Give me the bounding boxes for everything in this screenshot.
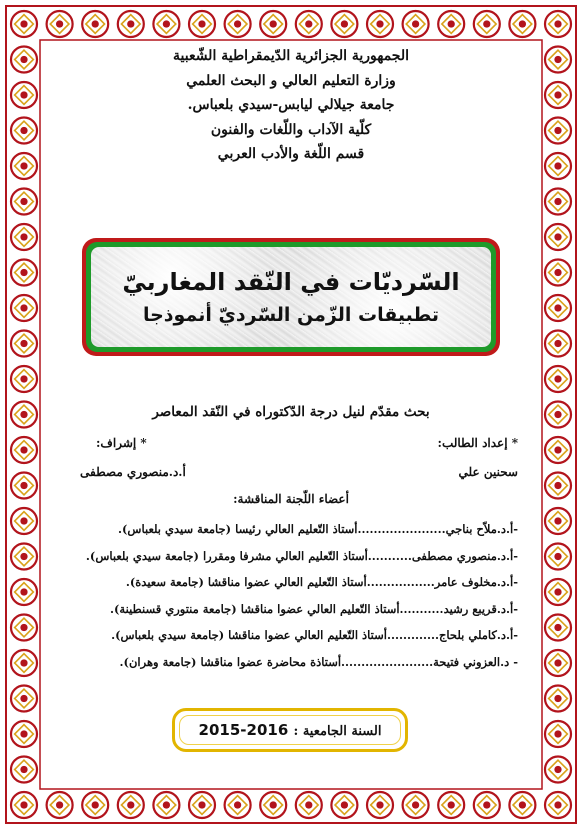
- page-content: [60, 0, 522, 829]
- roles-row: [60, 436, 522, 450]
- border-ornament: [545, 189, 571, 215]
- border-ornament: [11, 757, 37, 783]
- student-name: سحنين علي: [458, 465, 518, 479]
- header-department: قسم اللّغة والأدب العربي: [217, 146, 365, 162]
- border-ornament: [11, 473, 37, 499]
- border-ornament: [545, 366, 571, 392]
- title-box-inner: [91, 247, 491, 347]
- border-ornament: [11, 721, 37, 747]
- institution-header: [60, 44, 522, 167]
- border-ornament: [545, 650, 571, 676]
- border-ornament: [545, 82, 571, 108]
- header-republic: الجمهورية الجزائرية الدّيمقراطية الشّعبية: [172, 48, 409, 64]
- border-ornament: [545, 757, 571, 783]
- border-ornament: [11, 508, 37, 534]
- committee-member: - د.العزوني فتيحة.......................أستاذة محاضرة عضوا مناقشا (جامعة وهران).: [119, 654, 518, 669]
- border-ornament: [545, 11, 571, 37]
- border-ornament: [11, 437, 37, 463]
- border-ornament: [545, 792, 571, 818]
- border-ornament: [11, 295, 37, 321]
- border-ornament: [11, 224, 37, 250]
- title-box: [82, 238, 500, 356]
- border-ornament: [11, 686, 37, 712]
- border-ornament: [11, 331, 37, 357]
- border-ornament: [545, 579, 571, 605]
- border-ornament: [11, 792, 37, 818]
- names-row: [60, 465, 522, 479]
- border-ornament: [11, 189, 37, 215]
- border-ornament: [545, 118, 571, 144]
- header-faculty: كلّية الآداب واللّغات والفنون: [210, 121, 372, 138]
- border-ornament: [11, 118, 37, 144]
- border-ornament: [11, 153, 37, 179]
- committee-member: -أ.د.منصوري مصطفى...........أستاذ التّعليم العالي مشرفا ومقررا (جامعة سيدي بلعباس).: [85, 548, 518, 563]
- committee-member: -أ.د.قريبع رشيد...........أستاذ التّعليم العالي عضوا مناقشا (جامعة منتوري قسنطينة).: [109, 601, 518, 616]
- border-ornament: [545, 473, 571, 499]
- border-ornament: [545, 615, 571, 641]
- academic-year-box: [172, 708, 408, 752]
- border-ornament: [545, 295, 571, 321]
- border-ornament: [545, 402, 571, 428]
- title-box-green-frame: [86, 242, 496, 352]
- committee-list: [60, 516, 518, 675]
- supervisor-label: * إشراف:: [96, 436, 147, 450]
- academic-year-label: السنة الجامعية :: [293, 724, 382, 739]
- border-ornament: [11, 615, 37, 641]
- border-ornament: [11, 650, 37, 676]
- border-ornament: [11, 366, 37, 392]
- supervisor-name: أ.د.منصوري مصطفى: [80, 465, 186, 479]
- academic-year-value: 2015-2016: [198, 721, 289, 739]
- border-ornament: [545, 721, 571, 747]
- student-label: * إعداد الطالب:: [437, 436, 518, 450]
- border-ornament: [545, 508, 571, 534]
- border-ornament: [545, 153, 571, 179]
- border-ornament: [545, 224, 571, 250]
- committee-member: -أ.د.كاملي بلحاج.............أستاذ التّعليم العالي عضوا مناقشا (جامعة سيدي بلعباس).: [111, 628, 518, 642]
- border-ornament: [11, 579, 37, 605]
- border-ornament: [545, 544, 571, 570]
- border-ornament: [545, 331, 571, 357]
- border-ornament: [11, 11, 37, 37]
- border-ornament: [11, 47, 37, 73]
- committee-member: -أ.د.مخلوف عامر.................أستاذ التّعليم العالي عضوا مناقشا (جامعة سعيدة).: [125, 575, 518, 589]
- border-ornament: [545, 686, 571, 712]
- committee-title: أعضاء اللّجنة المناقشة:: [233, 492, 349, 506]
- border-ornament: [11, 544, 37, 570]
- header-ministry: وزارة التعليم العالي و البحث العلمي: [186, 72, 396, 89]
- thesis-subtitle: تطبيقات الزّمن السّرديّ أنموذجا: [142, 304, 440, 326]
- thesis-purpose: بحث مقدّم لنيل درجة الدّكتوراه في النّقد المعاصر: [152, 404, 430, 420]
- header-university: جامعة جيلالي ليابس-سيدي بلعباس.: [187, 97, 395, 113]
- thesis-title: السّرديّات في النّقد المغاربيّ: [122, 268, 460, 296]
- border-ornament: [545, 47, 571, 73]
- border-ornament: [11, 260, 37, 286]
- committee-member: -أ.د.ملاّح بناجي......................أستاذ التّعليم العالي رئيسا (جامعة سيدي بلعباس).: [117, 522, 518, 536]
- academic-year: [199, 721, 382, 739]
- border-ornament: [545, 437, 571, 463]
- border-ornament: [11, 402, 37, 428]
- border-ornament: [11, 82, 37, 108]
- border-ornament: [545, 260, 571, 286]
